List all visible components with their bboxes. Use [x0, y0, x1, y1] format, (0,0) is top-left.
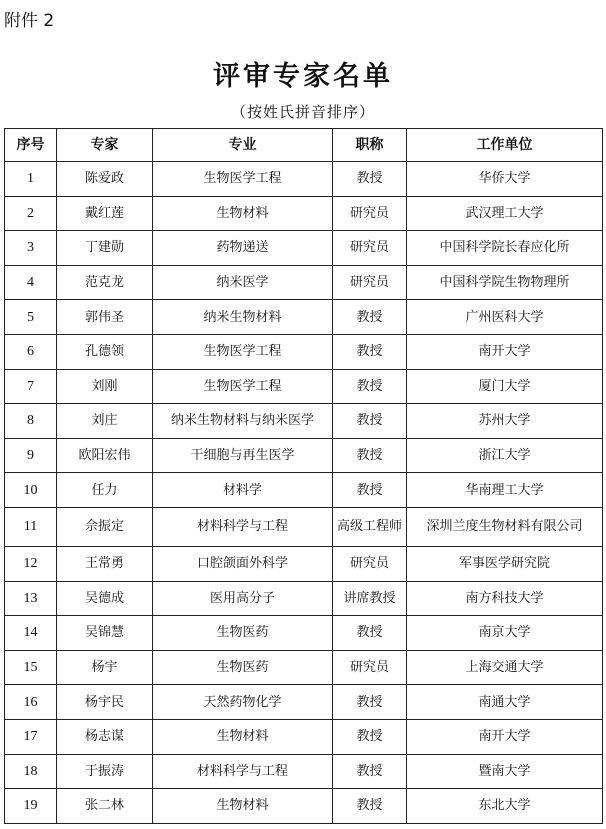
cell-major: 天然药物化学	[153, 685, 333, 720]
cell-title: 教授	[333, 300, 407, 335]
cell-institution: 南开大学	[407, 719, 603, 754]
table-row	[5, 265, 603, 300]
experts-table	[4, 128, 603, 824]
cell-major: 口腔颌面外科学	[153, 546, 333, 581]
cell-expert: 孔德领	[57, 334, 153, 369]
header-expert: 专家	[57, 129, 153, 162]
cell-index: 15	[5, 650, 57, 685]
cell-index: 11	[5, 507, 57, 546]
cell-institution: 东北大学	[407, 789, 603, 824]
cell-institution: 南通大学	[407, 685, 603, 720]
table-row	[5, 231, 603, 266]
cell-institution: 暨南大学	[407, 754, 603, 789]
cell-expert: 杨志谋	[57, 719, 153, 754]
cell-institution: 中国科学院长春应化所	[407, 231, 603, 266]
cell-institution: 深圳兰度生物材料有限公司	[407, 507, 603, 546]
cell-index: 19	[5, 789, 57, 824]
cell-institution: 苏州大学	[407, 404, 603, 439]
cell-expert: 杨宇	[57, 650, 153, 685]
cell-institution: 南京大学	[407, 616, 603, 651]
cell-expert: 欧阳宏伟	[57, 438, 153, 473]
cell-title: 教授	[333, 334, 407, 369]
cell-index: 18	[5, 754, 57, 789]
cell-title: 教授	[333, 685, 407, 720]
header-title: 职称	[333, 129, 407, 162]
cell-institution: 南开大学	[407, 334, 603, 369]
cell-institution: 厦门大学	[407, 369, 603, 404]
cell-index: 2	[5, 196, 57, 231]
table-row	[5, 473, 603, 508]
cell-expert: 刘庄	[57, 404, 153, 439]
cell-index: 3	[5, 231, 57, 266]
cell-major: 生物材料	[153, 196, 333, 231]
cell-institution: 华南理工大学	[407, 473, 603, 508]
table-row	[5, 196, 603, 231]
cell-major: 生物医学工程	[153, 369, 333, 404]
cell-index: 16	[5, 685, 57, 720]
cell-institution: 浙江大学	[407, 438, 603, 473]
cell-institution: 广州医科大学	[407, 300, 603, 335]
table-row	[5, 404, 603, 439]
header-institution: 工作单位	[407, 129, 603, 162]
table-row	[5, 650, 603, 685]
cell-expert: 杨宇民	[57, 685, 153, 720]
cell-major: 材料科学与工程	[153, 507, 333, 546]
cell-major: 纳米医学	[153, 265, 333, 300]
cell-index: 13	[5, 581, 57, 616]
cell-index: 4	[5, 265, 57, 300]
cell-major: 材料学	[153, 473, 333, 508]
cell-major: 生物材料	[153, 789, 333, 824]
table-row	[5, 719, 603, 754]
cell-major: 干细胞与再生医学	[153, 438, 333, 473]
cell-institution: 军事医学研究院	[407, 546, 603, 581]
cell-title: 教授	[333, 616, 407, 651]
cell-title: 研究员	[333, 546, 407, 581]
cell-expert: 丁建勋	[57, 231, 153, 266]
cell-title: 教授	[333, 369, 407, 404]
cell-title: 教授	[333, 162, 407, 197]
header-index: 序号	[5, 129, 57, 162]
cell-expert: 任力	[57, 473, 153, 508]
table-row	[5, 334, 603, 369]
table-row	[5, 162, 603, 197]
table-row	[5, 546, 603, 581]
cell-major: 药物递送	[153, 231, 333, 266]
cell-title: 研究员	[333, 231, 407, 266]
table-row	[5, 438, 603, 473]
cell-institution: 南方科技大学	[407, 581, 603, 616]
cell-major: 生物医学工程	[153, 162, 333, 197]
cell-title: 教授	[333, 438, 407, 473]
cell-expert: 郭伟圣	[57, 300, 153, 335]
cell-title: 教授	[333, 719, 407, 754]
table-row	[5, 369, 603, 404]
cell-expert: 刘刚	[57, 369, 153, 404]
cell-title: 教授	[333, 473, 407, 508]
table-row	[5, 300, 603, 335]
cell-major: 材料科学与工程	[153, 754, 333, 789]
page-subtitle: （按姓氏拼音排序）	[230, 103, 375, 121]
cell-institution: 华侨大学	[407, 162, 603, 197]
cell-major: 生物材料	[153, 719, 333, 754]
cell-index: 7	[5, 369, 57, 404]
cell-index: 17	[5, 719, 57, 754]
cell-index: 9	[5, 438, 57, 473]
table-row	[5, 616, 603, 651]
cell-title: 研究员	[333, 265, 407, 300]
cell-major: 纳米生物材料	[153, 300, 333, 335]
cell-index: 6	[5, 334, 57, 369]
cell-expert: 于振涛	[57, 754, 153, 789]
cell-expert: 吴锦慧	[57, 616, 153, 651]
cell-expert: 范克龙	[57, 265, 153, 300]
table-row	[5, 685, 603, 720]
cell-expert: 吴德成	[57, 581, 153, 616]
table-row	[5, 581, 603, 616]
cell-institution: 中国科学院生物物理所	[407, 265, 603, 300]
cell-expert: 王常勇	[57, 546, 153, 581]
attachment-label: 附件 2	[4, 11, 55, 31]
page-title: 评审专家名单	[213, 61, 393, 92]
cell-title: 教授	[333, 404, 407, 439]
cell-expert: 张二林	[57, 789, 153, 824]
cell-institution: 武汉理工大学	[407, 196, 603, 231]
cell-institution: 上海交通大学	[407, 650, 603, 685]
cell-major: 生物医药	[153, 650, 333, 685]
cell-expert: 佘振定	[57, 507, 153, 546]
cell-index: 1	[5, 162, 57, 197]
cell-title: 教授	[333, 754, 407, 789]
cell-title: 研究员	[333, 650, 407, 685]
header-major: 专业	[153, 129, 333, 162]
cell-index: 5	[5, 300, 57, 335]
cell-title: 高级工程师	[333, 507, 407, 546]
cell-index: 12	[5, 546, 57, 581]
cell-expert: 戴红莲	[57, 196, 153, 231]
cell-major: 医用高分子	[153, 581, 333, 616]
cell-title: 研究员	[333, 196, 407, 231]
cell-index: 14	[5, 616, 57, 651]
cell-major: 生物医药	[153, 616, 333, 651]
cell-index: 8	[5, 404, 57, 439]
cell-title: 教授	[333, 789, 407, 824]
table-header-row	[5, 129, 603, 162]
cell-title: 讲席教授	[333, 581, 407, 616]
table-row	[5, 789, 603, 824]
cell-major: 生物医学工程	[153, 334, 333, 369]
table-row	[5, 754, 603, 789]
table-row	[5, 507, 603, 546]
cell-major: 纳米生物材料与纳米医学	[153, 404, 333, 439]
cell-expert: 陈爱政	[57, 162, 153, 197]
cell-index: 10	[5, 473, 57, 508]
